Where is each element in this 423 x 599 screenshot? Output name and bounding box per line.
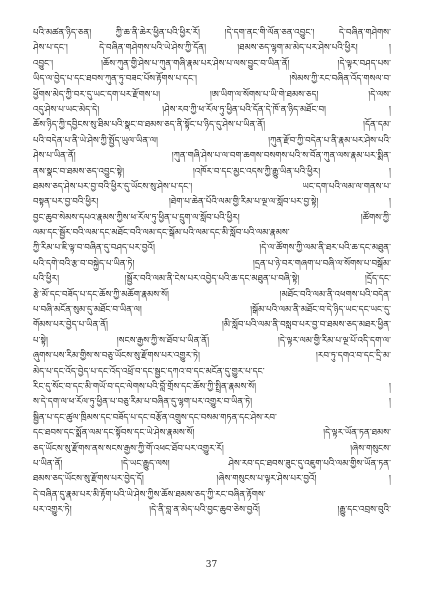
page-number: 37 (205, 560, 218, 570)
text-line: པའི་མཚན་ཉིད་ཅན། ཀྱི་ཆ་ནི་ཆེར་ཕྱིན་པའི་ཕྱིར་རོ། །དེ་དག་ནང་གི་ལོན་ཅན་འབྱུང་། དེ་བཞིན་གཤེགས་ (33, 28, 391, 38)
text-line: པ་བཞི་མངོན་སུམ་དུ་མཐོང་བ་ཡིན་ལ། །སྒོམ་པའི་ལམ་ནི་མཐོང་བ་དེ་ཉིད་ཡང་དང་ཡང་དུ་ (33, 305, 391, 316)
text-line: དང་ཐབས་དང་སྨོན་ལམ་དང་སྟོབས་དང་ཡེ་ཤེས་རྣམས་སོ། །དེ་ལྟར་ཡོན་ཏན་ཐམས་ (33, 428, 391, 439)
text-line: ཞུགས་པས་རིམ་གྱིས་ས་བཅུ་ཡོངས་སུ་རྫོགས་པར་འགྱུར་ཏེ། །རབ་ཏུ་དགའ་བ་དང་དྲི་མ་ (33, 351, 391, 362)
text-line: ཆོས་ཉིད་ཀྱི་དབྱིངས་སུ་ཐིམ་པའི་སྣང་བ་ཐམས་ཅད་ནི་སྟོང་པ་ཉིད་དུ་ཤེས་པ་ཡིན་ནོ། །དོན་དམ་ (33, 120, 391, 131)
text-line: ཕྱོགས་མེད་ཀྱི་བར་དུ་ཡང་དག་པར་རྫོགས་པ། །ཨ་ཡིག་ལ་སོགས་པ་ཡི་གེ་ཐམས་ཅད། །དེ་ལས་ (33, 89, 391, 100)
text-line: ཐམས་ཅད་ཡོངས་སུ་རྫོགས་པར་བྱེད་དོ། །ཞེས་གསུངས་པ་ལྟར་ཤེས་པར་བྱའོ། ། (33, 474, 391, 485)
text-line: པར་འགྱུར་ཏེ། །དེ་ནི་བླ་ན་མེད་པའི་བྱང་ཆུབ་ཅེས་བྱའོ། །རྒྱུ་དང་འབྲས་བུའི་ (33, 505, 391, 516)
text-line: བསྟན་པར་བྱ་བའི་ཕྱིར། །ཐེག་པ་ཆེན་པོའི་ལམ་གྱི་རིམ་པ་ལྔ་ལ་སློབ་པར་བྱ་སྟེ། ། (33, 197, 391, 208)
text-line: ལམ་དང་སྦྱོར་བའི་ལམ་དང་མཐོང་བའི་ལམ་དང་སྒོམ་པའི་ལམ་དང་མི་སློབ་པའི་ལམ་རྣམས་ (33, 228, 290, 239)
text-line: ཤེས་པ་ཡིན་ནོ། །ཀུན་གཞི་ཤེས་པ་ལ་བག་ཆགས་བསགས་པའི་ས་བོན་ཀུན་ལས་རྣམ་པར་སྨིན་ (33, 151, 391, 162)
text-line: པ་ཡིན་ནོ། །དེ་ཡང་རྒྱུད་ལས། ཤེས་རབ་དང་ཐབས་ཟུང་དུ་འཇུག་པའི་ལམ་གྱིས་ཡོན་ཏན་ (33, 458, 391, 469)
text-line: མེད་པ་དང་འོད་བྱེད་པ་དང་འོད་འཕྲོ་བ་དང་སྦྱང་དཀའ་བ་དང་མངོན་དུ་གྱུར་པ་དང་ (33, 366, 265, 377)
text-line: འབྱུང་། །ཆོས་ཀུན་གྱི་ཤེས་པ་ཀུན་གཞི་རྣམ་པར་ཤེས་པ་ལས་བྱུང་བ་ཡིན་ནོ། །དེ་ལྟར་བཤད་པས་ (33, 58, 391, 69)
text-line: ཡིད་ལ་བྱེད་པ་དང་ཐབས་ཀུན་ཏུ་བཟང་པོས་རྟོགས་པ་དང་། །སེམས་ཀྱི་རང་བཞིན་འོད་གསལ་བ་ (33, 74, 391, 85)
text-line: རིང་དུ་སོང་བ་དང་མི་གཡོ་བ་དང་ལེགས་པའི་བློ་གྲོས་དང་ཆོས་ཀྱི་སྤྲིན་རྣམས་སོ། ། (33, 381, 391, 392)
text-line: སྦྱིན་པ་དང་ཚུལ་ཁྲིམས་དང་བཟོད་པ་དང་བརྩོན་འགྲུས་དང་བསམ་གཏན་དང་ཤེས་རབ་ (33, 412, 277, 423)
text-line: ཅད་ཡོངས་སུ་རྫོགས་ནས་སངས་རྒྱས་ཀྱི་གོ་འཕང་ཐོབ་པར་འགྱུར་རོ། །ཞེས་གསུངས་ (33, 443, 391, 454)
text-line: པའི་ཕྱིར། །སྦྱོར་བའི་ལམ་ནི་ངེས་པར་འབྱེད་པའི་ཆ་དང་མཐུན་པ་བཞི་སྟེ། །དྲོད་དང་ (33, 274, 391, 285)
body-text (33, 26, 391, 546)
text-line: བྱང་ཆུབ་སེམས་དཔའ་རྣམས་ཀྱིས་ཕ་རོལ་ཏུ་ཕྱིན་པ་དྲུག་ལ་སློབ་པའི་ཕྱིར། །ཚོགས་ཀྱི་ (33, 212, 391, 223)
text-line: པའི་བདེན་པ་ནི་ཡེ་ཤེས་ཀྱི་སྤྱོད་ཡུལ་ཡིན་ལ། །ཀུན་རྫོབ་ཀྱི་བདེན་པ་ནི་རྣམ་པར་ཤེས་པའི་ (33, 135, 391, 146)
text-line: ཤེས་པ་དང་། དེ་བཞིན་གཤེགས་པའི་ཡེ་ཤེས་ཀྱི་དོན། །ཐམས་ཅད་ལྷག་མ་མེད་པར་ཤེས་པའི་ཕྱིར། ། (33, 43, 391, 54)
text-line: འདུ་ཤེས་པ་ཡང་མེད་དེ། །ཤེས་རབ་ཀྱི་ཕ་རོལ་ཏུ་ཕྱིན་པའི་དོན་དེ་ཁོ་ན་ཉིད་མཐོང་བ། ། (33, 104, 391, 115)
text-line: པ་སྟེ། །སངས་རྒྱས་ཀྱི་ས་ཐོབ་པ་ཡིན་ནོ། །དེ་ལྟར་ལམ་གྱི་རིམ་པ་ལྔ་པོ་འདི་དག་ལ་ (33, 335, 391, 346)
text-line: དེ་བཞིན་དུ་རྣམ་པར་མི་རྟོག་པའི་ཡེ་ཤེས་ཀྱིས་ཆོས་ཐམས་ཅད་ཀྱི་རང་བཞིན་རྟོགས་ (33, 489, 266, 500)
text-line: གོམས་པར་བྱེད་པ་ཡིན་ནོ། །མི་སློབ་པའི་ལམ་ནི་བསླབ་པར་བྱ་བ་ཐམས་ཅད་མཐར་ཕྱིན་ (33, 320, 391, 331)
text-line: ས་དེ་དག་ལ་ཕ་རོལ་ཏུ་ཕྱིན་པ་བཅུ་རིམ་པ་བཞིན་དུ་ལྷག་པར་འགྱུར་བ་ཡིན་ཏེ། ། (33, 397, 391, 408)
text-line: རྩེ་མོ་དང་བཟོད་པ་དང་ཆོས་ཀྱི་མཆོག་རྣམས་སོ། །མཐོང་བའི་ལམ་ནི་འཕགས་པའི་བདེན་ (33, 289, 391, 300)
text-line: ཐམས་ཅད་ཤེས་པར་བྱ་བའི་ཕྱིར་དུ་ཡོངས་སུ་ཤེས་པ་དང་། ཡང་དག་པའི་ལམ་ལ་གནས་པ་ (33, 181, 391, 192)
text-line: ནས་སྣང་བ་ཐམས་ཅད་འབྱུང་སྟེ། །འཁོར་བ་དང་མྱང་འདས་ཀྱི་རྒྱུ་ཡིན་པའི་ཕྱིར། ། (33, 166, 391, 177)
text-line: ཀྱི་རིམ་པ་ཇི་ལྟ་བ་བཞིན་དུ་བཤད་པར་བྱའོ། །དེ་ལ་ཚོགས་ཀྱི་ལམ་ནི་ཐར་པའི་ཆ་དང་མཐུན་ (33, 243, 391, 254)
text-line: པའི་དགེ་བའི་རྩ་བ་བསྐྱེད་པ་ཡིན་ཏེ། །དྲན་པ་ཉེ་བར་གཞག་པ་བཞི་ལ་སོགས་པ་བསྒོམ་ (33, 258, 391, 269)
